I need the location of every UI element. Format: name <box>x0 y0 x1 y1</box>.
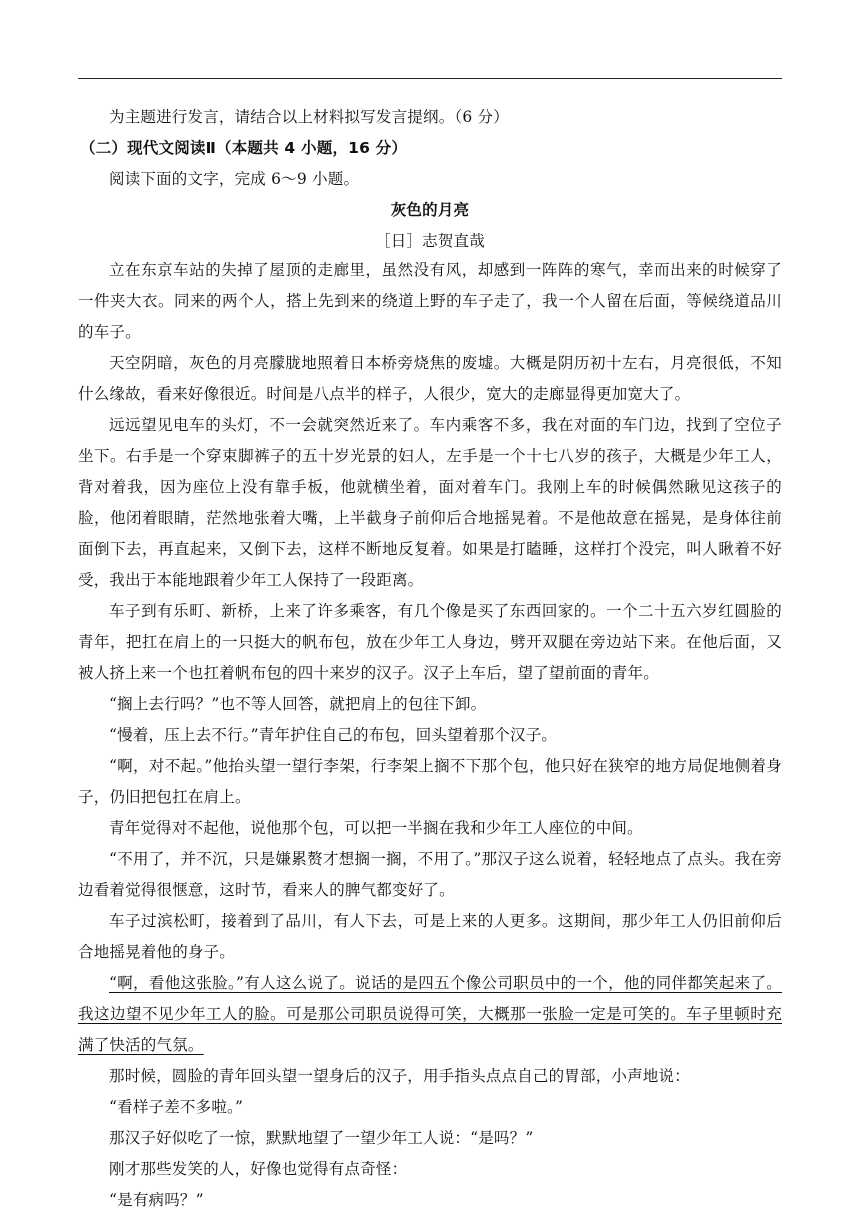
underlined-paragraph: “啊，看他这张脸。”有人这么说了。说话的是四五个像公司职员中的一个，他的同伴都笑起来了。我这边望不见少年工人的脸。可是那公司职员说得可笑，大概那一张脸一定是可笑的。车子里顿时充满了快活的气氛。 <box>78 974 782 1054</box>
top-rule <box>78 78 782 79</box>
article-paragraph: “啊，对不起。”他抬头望一望行李架，行李架上搁不下那个包，他只好在狭窄的地方局促地侧着身子，仍旧把包扛在肩上。 <box>78 757 782 806</box>
article-paragraph: 青年觉得对不起他，说他那个包，可以把一半搁在我和少年工人座位的中间。 <box>109 819 643 837</box>
article-author: ［日］志贺直哉 <box>375 232 485 250</box>
article-paragraph: 刚才那些发笑的人，好像也觉得有点奇怪： <box>109 1160 408 1178</box>
article-paragraph: “是有病吗？” <box>109 1191 204 1209</box>
article-paragraph: 天空阴暗，灰色的月亮朦胧地照着日本桥旁烧焦的废墟。大概是阴历初十左右，月亮很低，不知什么缘故，看来好像很近。时间是八点半的样子，人很少，宽大的走廊显得更加宽大了。 <box>78 354 782 403</box>
article-paragraph: 那汉子好似吃了一惊，默默地望了一望少年工人说：“是吗？” <box>109 1129 534 1147</box>
article-paragraph: “搁上去行吗？”也不等人回答，就把肩上的包往下卸。 <box>109 695 487 713</box>
article-title: 灰色的月亮 <box>390 201 470 219</box>
article-paragraph: “慢着，压上去不行。”青年护住自己的布包，回头望着那个汉子。 <box>109 726 558 744</box>
article-paragraph: “看样子差不多啦。” <box>109 1098 244 1116</box>
article-paragraph: 车子过滨松町，接着到了品川，有人下去，可是上来的人更多。这期间，那少年工人仍旧前仰后合地摇晃着他的身子。 <box>78 912 782 961</box>
article-paragraph: 那时候，圆脸的青年回头望一望身后的汉子，用手指头点点自己的胃部，小声地说： <box>109 1067 690 1085</box>
reading-instruction: 阅读下面的文字，完成 6～9 小题。 <box>109 170 360 188</box>
article-paragraph: 立在东京车站的失掉了屋顶的走廊里，虽然没有风，却感到一阵阵的寒气，幸而出来的时候穿了一件夹大衣。同来的两个人，搭上先到来的绕道上野的车子走了，我一个人留在后面，等候绕道品川的车子。 <box>78 261 782 341</box>
article-paragraph: 车子到有乐町、新桥，上来了许多乘客，有几个像是买了东西回家的。一个二十五六岁红圆脸的青年，把扛在肩上的一只挺大的帆布包，放在少年工人身边，劈开双腿在旁边站下来。在他后面，又被人挤上来一个也扛着帆布包的四十来岁的汉子。汉子上车后，望了望前面的青年。 <box>78 602 782 682</box>
document-body <box>78 102 782 1216</box>
article-paragraph: “不用了，并不沉，只是嫌累赘才想搁一搁，不用了。”那汉子这么说着，轻轻地点了点头。我在旁边看着觉得很惬意，这时节，看来人的脾气都变好了。 <box>78 850 782 899</box>
intro-tail: 为主题进行发言，请结合以上材料拟写发言提纲。（6 分） <box>109 108 509 126</box>
section-heading: （二）现代文阅读Ⅱ（本题共 4 小题，16 分） <box>80 139 408 157</box>
article-paragraph: 远远望见电车的头灯，不一会就突然近来了。车内乘客不多，我在对面的车门边，找到了空位子坐下。右手是一个穿束脚裤子的五十岁光景的妇人，左手是一个十七八岁的孩子，大概是少年工人，背对着我，因为座位上没有靠手板，他就横坐着，面对着车门。我刚上车的时候偶然瞅见这孩子的脸，他闭着眼睛，茫然地张着大嘴，上半截身子前仰后合地摇晃着。不是他故意在摇晃，是身体往前面倒下去，再直起来，又倒下去，这样不断地反复着。如果是打瞌睡，这样打个没完，叫人瞅着不好受，我出于本能地跟着少年工人保持了一段距离。 <box>78 416 782 589</box>
